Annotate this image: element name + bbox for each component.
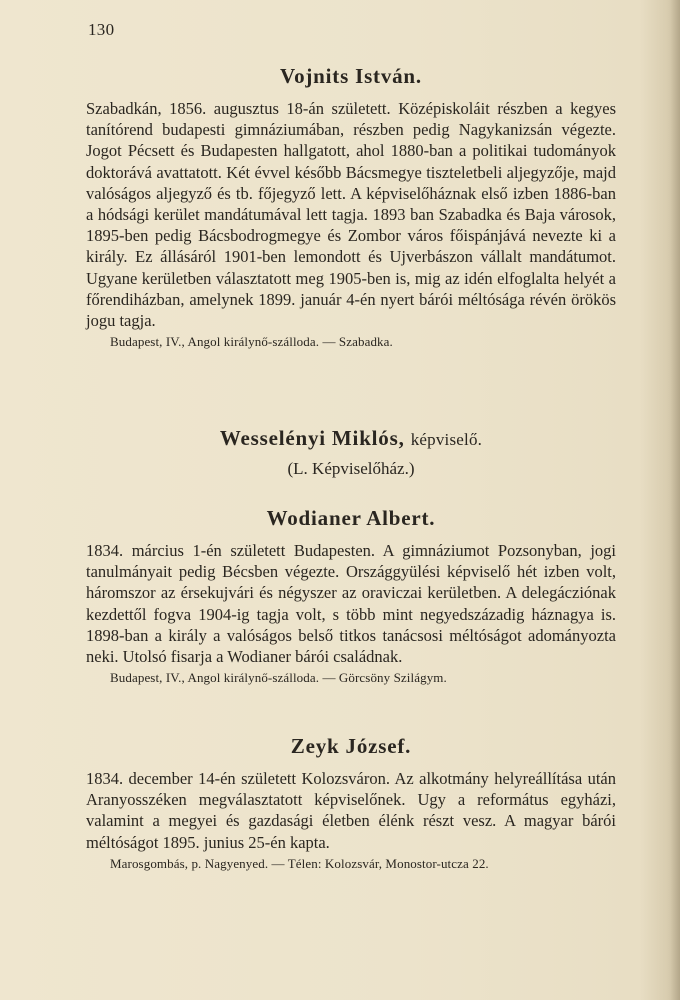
page-spine-shadow — [670, 0, 680, 1000]
entry-heading: Wodianer Albert. — [266, 506, 436, 530]
entry-heading: Vojnits István. — [280, 64, 422, 88]
entry-heading-suffix: képviselő. — [410, 430, 483, 449]
entry-address: Budapest, IV., Angol királynő-szálloda. — Görcsöny Szilágym. — [110, 670, 447, 686]
entry-heading: Zeyk József. — [290, 734, 412, 758]
entry-paragraph: 1834. december 14-én született Kolozsváron. Az alkotmány helyreállítása után Aranyosszéken megválasztatott képviselőnek. Ugy a református egyházi, valamint a megyei és gazdasági életben élénk részt vesz. A magyar bárói méltóságot 1895. junius 25-én kapta. — [86, 769, 616, 852]
entry-wodianer — [86, 506, 616, 686]
page-number: 130 — [88, 20, 115, 39]
entry-heading — [86, 426, 616, 451]
entry-address: Marosgombás, p. Nagyenyed. — Télen: Kolozsvár, Monostor-utcza 22. — [110, 855, 489, 871]
entry-wesselenyi — [86, 426, 616, 479]
entry-heading-name: Wesselényi Miklós, — [219, 426, 405, 450]
entry-address: Budapest, IV., Angol királynő-szálloda. — Szabadka. — [110, 334, 393, 350]
entry-paragraph: 1834. március 1-én született Budapesten. A gimnáziumot Pozsonyban, jogi tanulmányait pedig Bécsben végezte. Országgyülési képviselő hét izben volt, háromszor az érsekujvári és négyszer az oraviczai kerületben. A delegácziónak kezdettől fogva 1904-ig tagja volt, s több mint negyedszázadig háznagya is. 1898-ban a király a valóságos belső titkos tanácsosi méltóságot adományozta neki. Utolsó fisarja a Wodianer bárói családnak. — [86, 541, 616, 667]
entry-vojnits — [86, 64, 616, 350]
entry-paragraph: Szabadkán, 1856. augusztus 18-án született. Középiskoláit részben a kegyes tanítórend budapesti gimnáziumában, részben pedig Nagykanizsán végezte. Jogot Pécsett és Budapesten hallgatott, ahol 1880-ban a politikai tudományok doktorává avattatott. Két évvel később Bácsmegye tiszteletbeli aljegyzője, majd valóságos aljegyző és tb. főjegyző lett. A képviselőháznak első izben 1886-ban a hódsági kerület mandátumával lett tagja. 1893 ban Szabadka és Baja városok, 1895-ben pedig Bácsbodrogmegye és Zombor város főispánjává nevezte ki a király. Ez állásáról 1901-ben lemondott és Ujverbászon vállalt mandátumot. Ugyane kerületben választatott meg 1905-ben is, mig az idén elfoglalta helyét a főrendiházban, amelynek 1899. január 4-én nyert bárói méltósága révén örökös jogu tagja. — [86, 99, 616, 331]
entry-zeyk — [86, 734, 616, 872]
entry-reference: (L. Képviselőház.) — [287, 459, 415, 478]
